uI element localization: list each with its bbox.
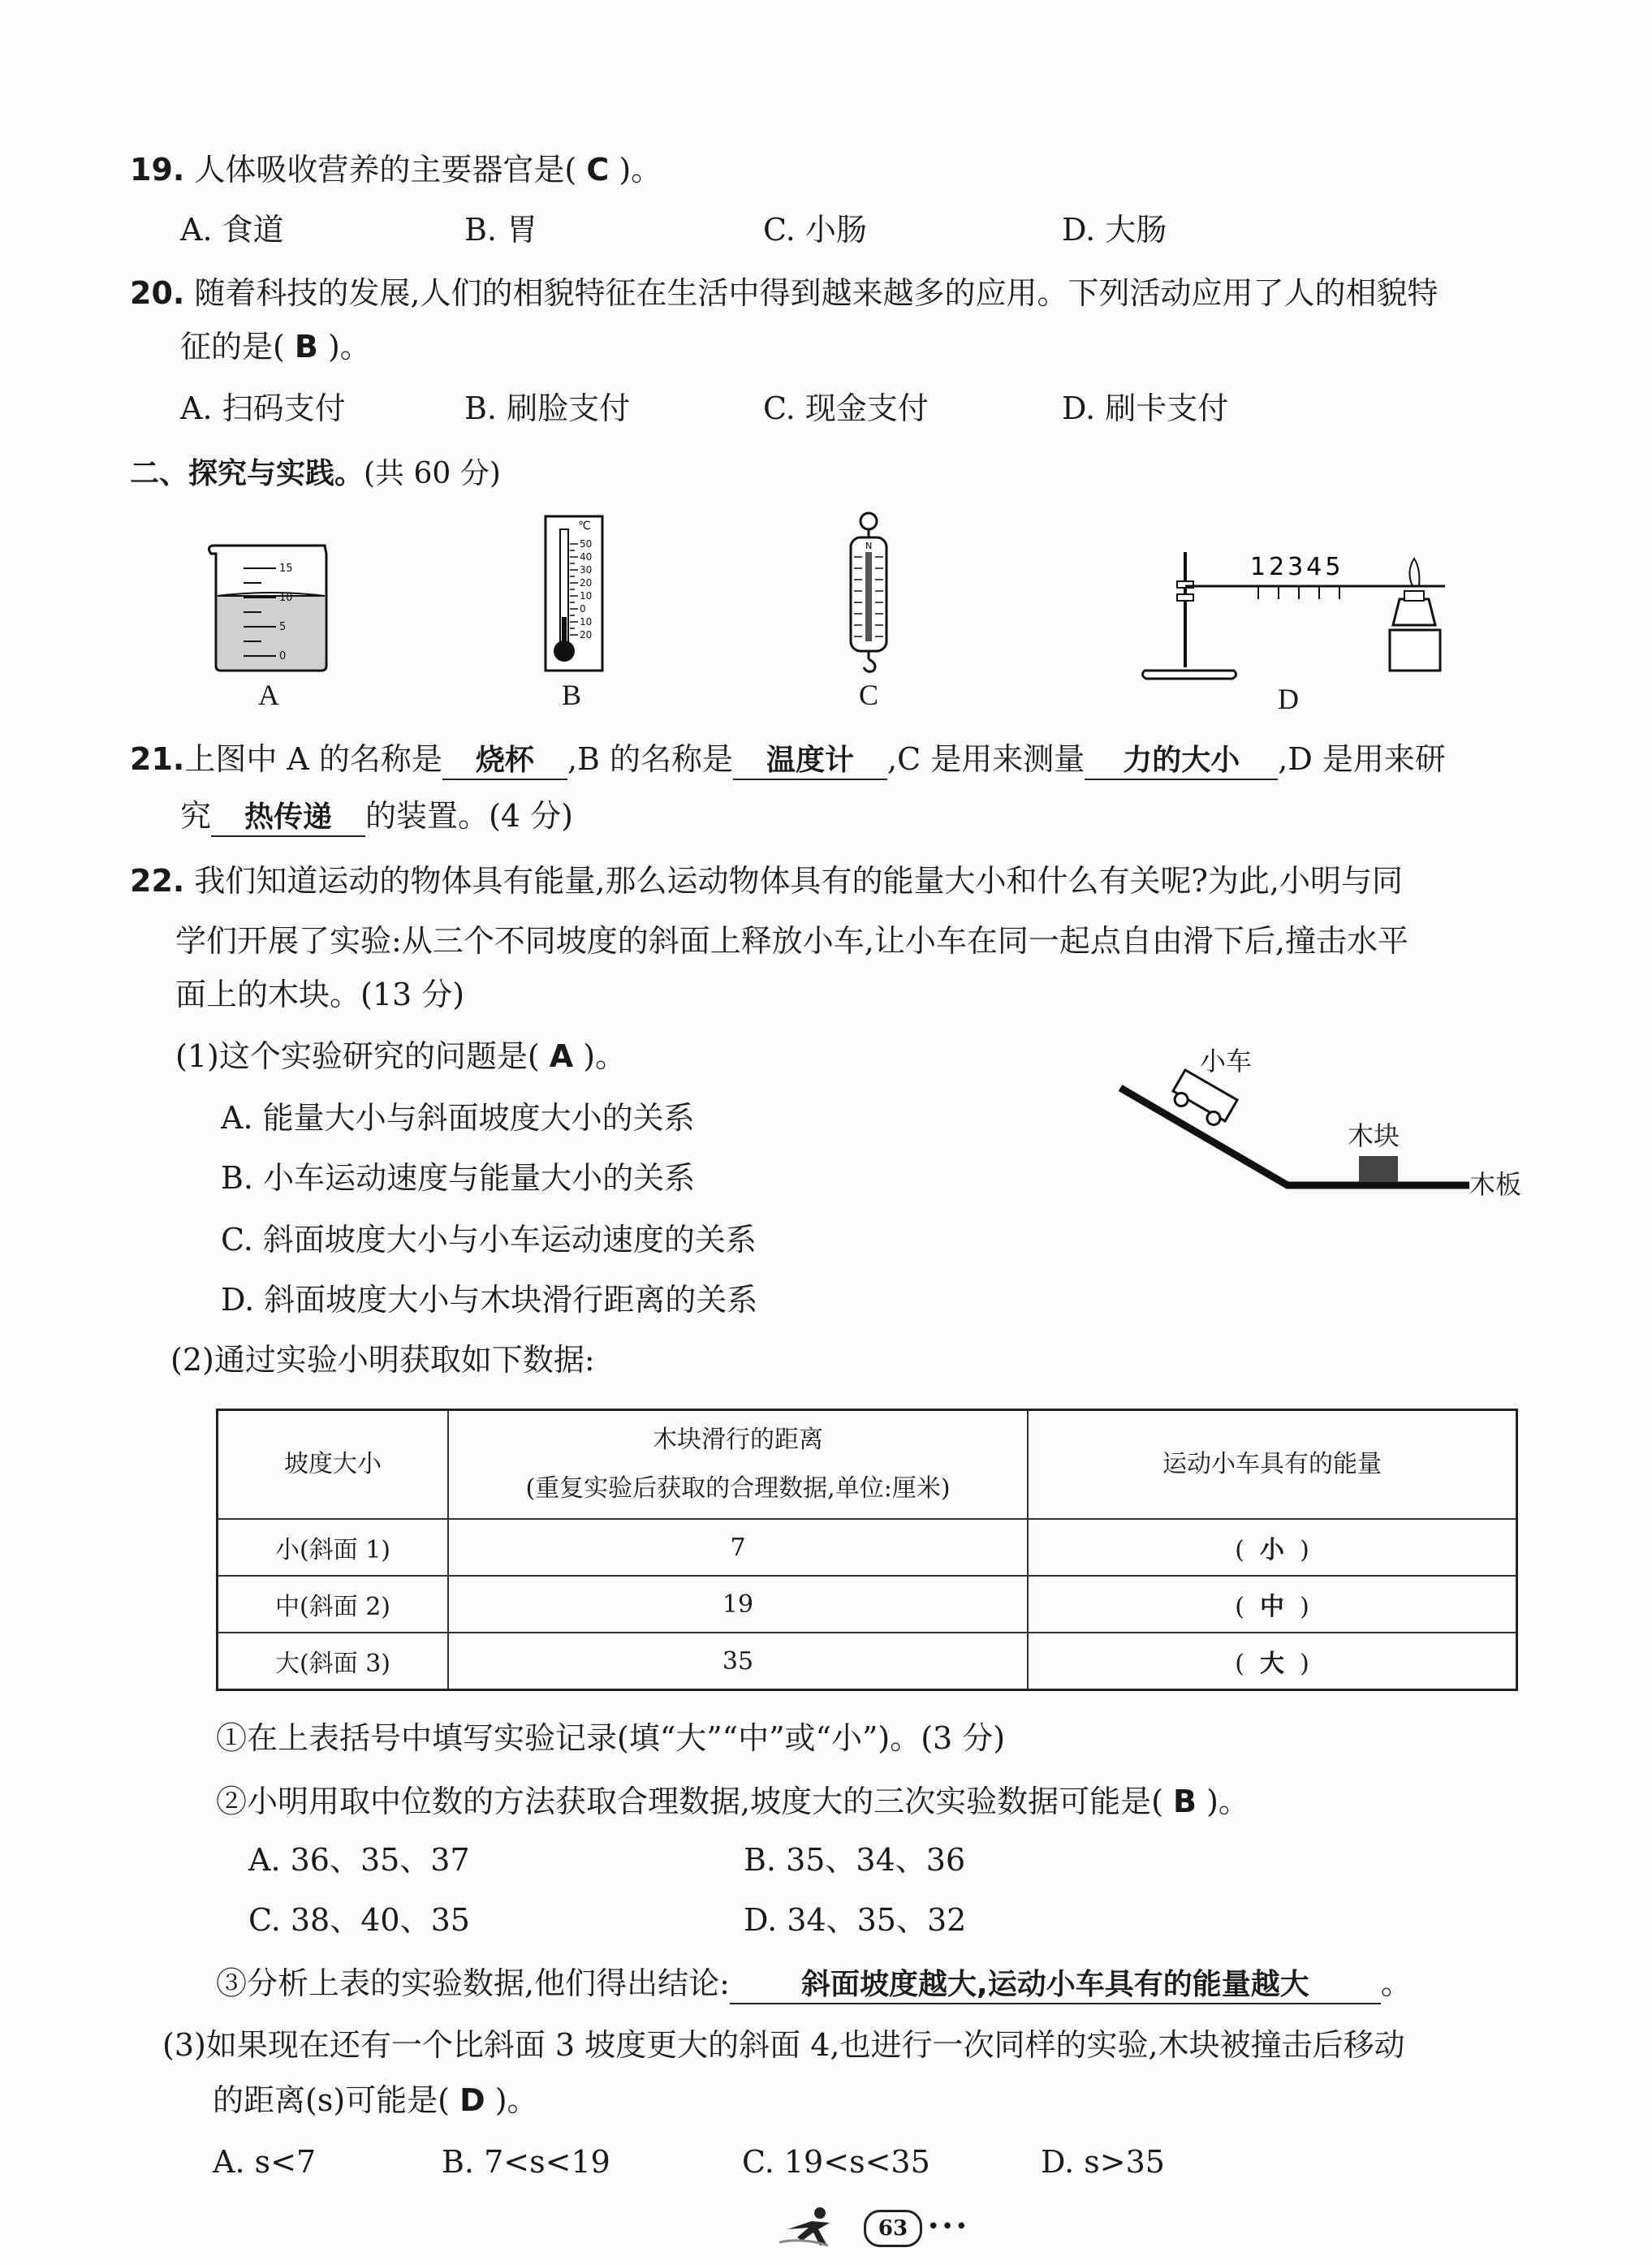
- q20-number: 20.: [130, 275, 185, 311]
- q22-sub2-answer: B: [1173, 1784, 1197, 1819]
- q21-text-2: ,B 的名称是: [567, 741, 734, 777]
- q20-option-d: D. 刷卡支付: [1062, 390, 1229, 426]
- q22-sub3-conclusion-blank: 斜面坡度越大,运动小车具有的能量越大: [730, 1967, 1381, 2004]
- table-row: [218, 1633, 1517, 1690]
- q22-part1-option-a: A. 能量大小与斜面坡度大小的关系: [221, 1100, 695, 1136]
- section-2-title: 二、探究与实践。: [130, 457, 364, 490]
- thermometer-figure: [542, 513, 606, 674]
- q19-stem-end: )。: [619, 152, 662, 188]
- table-row: [218, 1519, 1517, 1576]
- q20-stem: [130, 274, 1438, 312]
- table-cell-distance: 7: [448, 1519, 1028, 1576]
- q20-option-a: A. 扫码支付: [180, 390, 346, 426]
- thermo-tick-2: 40: [580, 551, 593, 563]
- table-header-distance-line1: 木块滑行的距离: [653, 1426, 823, 1454]
- table-header-distance: [448, 1410, 1028, 1520]
- thermometer-unit: ℃: [578, 520, 591, 533]
- q22-sub2-option-b: B. 35、34、36: [744, 1842, 966, 1878]
- q22-part2-stem: (2)通过实验小明获取如下数据:: [170, 1342, 595, 1378]
- q22-part3-end: )。: [494, 2082, 538, 2118]
- q20-line2-text: 征的是(: [180, 329, 285, 365]
- beaker-tick-0: 0: [279, 650, 287, 662]
- q22-part3-line2: [213, 2082, 538, 2119]
- heat-transfer-apparatus-figure: [1137, 544, 1461, 682]
- q20-line1: 随着科技的发展,人们的相貌特征在生活中得到越来越多的应用。下列活动应用了人的相貌特: [194, 275, 1438, 311]
- incline-label-car: 小车: [1200, 1046, 1253, 1076]
- table-cell-slope: 中(斜面 2): [218, 1576, 449, 1633]
- q21-text-4: ,D 是用来研: [1278, 741, 1446, 777]
- q22-sub2-option-d: D. 34、35、32: [744, 1902, 967, 1938]
- table-cell-slope: 大(斜面 3): [218, 1633, 449, 1690]
- q22-part1-text: (1)这个实验研究的问题是(: [175, 1038, 540, 1074]
- q19-number: 19.: [130, 152, 185, 188]
- q21-line2: [180, 797, 573, 837]
- table-header-distance-line2: (重复实验后获取的合理数据,单位:厘米): [525, 1474, 951, 1503]
- q19-option-a: A. 食道: [180, 212, 284, 248]
- figure-b-label: B: [562, 679, 582, 711]
- thermo-tick-4: 20: [580, 577, 593, 589]
- q22-line2: 学们开展了实验:从三个不同坡度的斜面上释放小车,让小车在同一起点自由滑下后,撞击水平: [175, 923, 1408, 959]
- beaker-tick-15: 15: [279, 563, 293, 575]
- q22-sub3-text: ③分析上表的实验数据,他们得出结论:: [216, 1965, 730, 2001]
- q22-part3-option-d: D. s>35: [1041, 2144, 1165, 2180]
- q21-text-1: 上图中 A 的名称是: [184, 741, 442, 777]
- thermo-tick-8: 20: [580, 629, 593, 641]
- q22-sub2-option-a: A. 36、35、37: [248, 1842, 470, 1878]
- table-energy-answer: 中: [1260, 1593, 1284, 1621]
- q19-option-c: C. 小肠: [763, 212, 867, 248]
- rod-position-numbers: 12345: [1250, 553, 1344, 581]
- q22-line1-text: 我们知道运动的物体具有能量,那么运动物体具有的能量大小和什么有关呢?为此,小明与同: [194, 863, 1403, 899]
- q22-sub2-stem: [216, 1783, 1249, 1820]
- table-header-row: [218, 1410, 1517, 1520]
- table-cell-distance: 35: [448, 1633, 1028, 1690]
- q21-blank-a-name: 烧杯: [442, 743, 567, 780]
- q21-text-6: 的装置。(4 分): [365, 798, 573, 834]
- table-cell-slope: 小(斜面 1): [218, 1519, 449, 1576]
- runner-logo-icon: [779, 2205, 844, 2250]
- q20-line2: [180, 328, 371, 365]
- q22-sub2-option-c: C. 38、40、35: [248, 1902, 470, 1938]
- table-cell-energy: ( 小 ): [1028, 1519, 1517, 1576]
- q20-line2-end: )。: [327, 329, 371, 365]
- thermo-tick-7: 10: [580, 616, 593, 628]
- q22-number: 22.: [130, 863, 185, 899]
- q22-sub2-end: )。: [1206, 1784, 1249, 1819]
- q20-option-b: B. 刷脸支付: [464, 390, 631, 426]
- beaker-tick-5: 5: [279, 621, 287, 633]
- q21-blank-b-name: 温度计: [733, 743, 887, 780]
- beaker-figure: [203, 536, 341, 674]
- q21-line1: [130, 740, 1446, 780]
- experiment-data-table: [216, 1409, 1518, 1691]
- q21-text-3: ,C 是用来测量: [887, 741, 1085, 777]
- q22-line3: 面上的木块。(13 分): [175, 977, 465, 1012]
- q22-part1-answer: A: [549, 1038, 574, 1074]
- q19-option-d: D. 大肠: [1062, 212, 1167, 248]
- q22-line1: [130, 862, 1403, 900]
- q22-sub3-end: 。: [1380, 1965, 1412, 2001]
- q19-option-b: B. 胃: [464, 212, 538, 248]
- q21-number: 21.: [130, 741, 185, 777]
- q19-stem-text: 人体吸收营养的主要器官是(: [194, 152, 577, 188]
- q22-sub3: [216, 1965, 1412, 2004]
- figure-d-label: D: [1278, 683, 1299, 715]
- thermo-tick-6: 0: [580, 603, 586, 615]
- q22-part1-option-b: B. 小车运动速度与能量大小的关系: [221, 1160, 696, 1196]
- q22-part3-option-a: A. s<7: [213, 2144, 317, 2180]
- q22-part1-option-d: D. 斜面坡度大小与木块滑行距离的关系: [221, 1282, 758, 1318]
- figure-a-label: A: [258, 679, 279, 711]
- spring-scale-n: N: [865, 541, 873, 551]
- table-cell-energy: ( 中 ): [1028, 1576, 1517, 1633]
- q22-sub2-text: ②小明用取中位数的方法获取合理数据,坡度大的三次实验数据可能是(: [216, 1784, 1163, 1819]
- q21-text-5: 究: [180, 798, 212, 834]
- beaker-tick-10: 10: [279, 592, 293, 604]
- thermo-tick-3: 30: [580, 564, 593, 576]
- table-header-energy: 运动小车具有的能量: [1028, 1410, 1517, 1520]
- q22-part3-text: 的距离(s)可能是(: [213, 2082, 450, 2118]
- q20-option-c: C. 现金支付: [763, 390, 929, 426]
- q22-sub1: ①在上表括号中填写实验记录(填“大”“中”或“小”)。(3 分): [216, 1720, 1006, 1756]
- incline-label-board: 木板: [1469, 1169, 1522, 1200]
- q19-stem: [130, 151, 662, 188]
- incline-diagram: [1112, 1031, 1469, 1202]
- q22-part1-end: )。: [583, 1038, 627, 1074]
- q21-blank-d-study: 热传递: [211, 800, 365, 837]
- q22-part3-answer: D: [459, 2082, 485, 2118]
- q22-part3-line1: (3)如果现在还有一个比斜面 3 坡度更大的斜面 4,也进行一次同样的实验,木块被撞击后移动: [162, 2027, 1405, 2063]
- incline-label-block: 木块: [1348, 1120, 1400, 1151]
- q22-part1-stem: [175, 1038, 626, 1075]
- table-row: [218, 1576, 1517, 1633]
- q22-part3-option-b: B. 7<s<19: [442, 2144, 610, 2180]
- table-energy-answer: 小: [1260, 1536, 1284, 1564]
- q21-blank-c-measure: 力的大小: [1085, 743, 1278, 780]
- section-2-points: (共 60 分): [364, 457, 501, 490]
- section-2-heading: [130, 451, 501, 492]
- q19-answer: C: [586, 152, 610, 188]
- table-cell-energy: ( 大 ): [1028, 1633, 1517, 1690]
- table-energy-answer: 大: [1260, 1650, 1284, 1678]
- q20-answer: B: [294, 329, 318, 365]
- thermo-tick-5: 10: [580, 590, 593, 602]
- q22-part3-option-c: C. 19<s<35: [742, 2144, 930, 2180]
- page-number: 63: [864, 2210, 922, 2247]
- table-header-slope: 坡度大小: [218, 1410, 449, 1520]
- q22-part1-option-c: C. 斜面坡度大小与小车运动速度的关系: [221, 1222, 757, 1258]
- figure-c-label: C: [859, 679, 879, 711]
- footer-dots: •••: [927, 2215, 970, 2239]
- spring-scale-figure: [844, 511, 893, 674]
- table-cell-distance: 19: [448, 1576, 1028, 1633]
- thermo-tick-1: 50: [580, 538, 593, 550]
